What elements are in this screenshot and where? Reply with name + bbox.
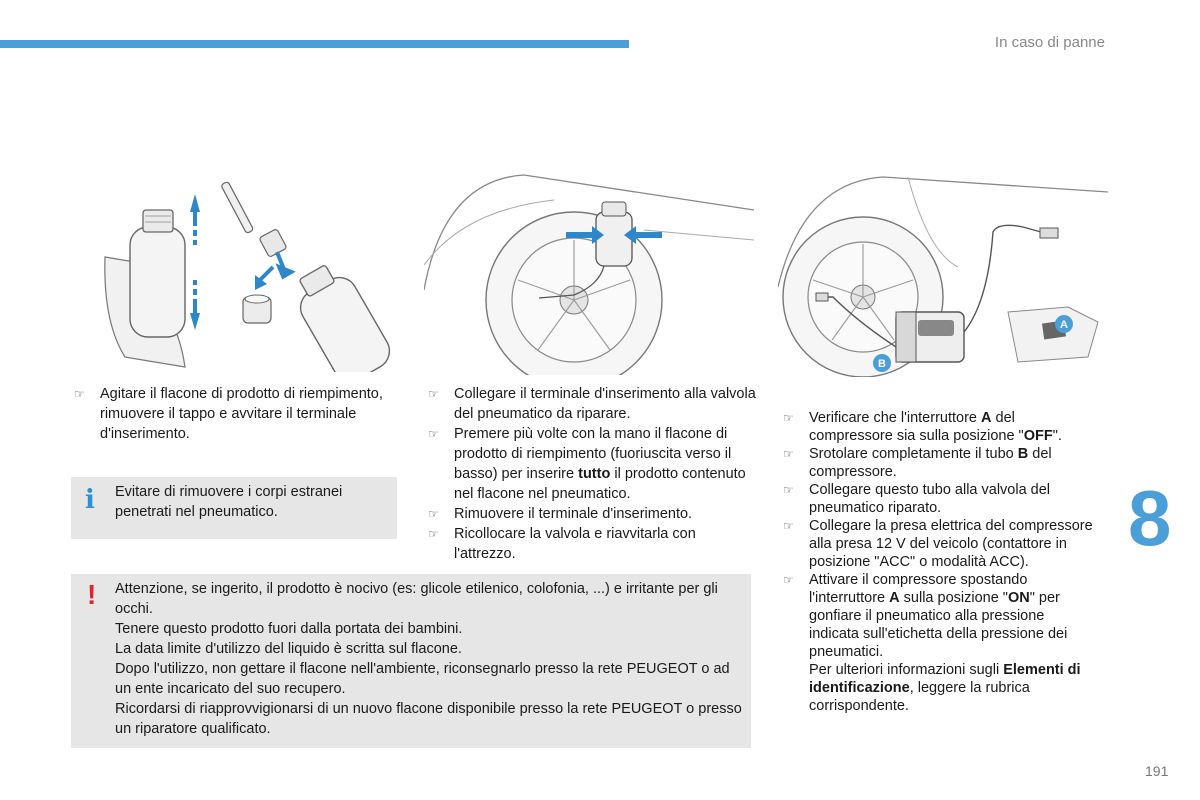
list-item [781,481,1096,517]
column1-steps [72,384,394,444]
hand-pointer-icon: ☞ [783,411,794,425]
hand-pointer-icon: ☞ [428,387,439,401]
info-icon: i [85,485,95,515]
step-text: Verificare che l'interruttore [809,410,982,426]
list-item [426,424,756,504]
step-text: " per gonfiare il pneumatico alla pressione indicata sull'etichetta della pressione dei pneumatici. [809,590,1068,660]
step-text: Attivare il compressore spostando l'interruttore [809,572,1028,606]
list-item [781,517,1096,571]
section-title: In caso di panne [994,34,1105,51]
bottle-illustration [95,172,395,372]
step-text: Rimuovere il terminale d'inserimento. [454,506,693,522]
warning-line: Ricordarsi di riapprovvigionarsi di un nuovo flacone disponibile presso la rete PEUGEOT o presso un riparatore qualificato. [115,701,742,737]
list-item [781,571,1096,715]
list-item [426,524,756,564]
hand-pointer-icon: ☞ [428,427,439,441]
step-text: Collegare la presa elettrica del compressore alla presa 12 V del veicolo (contattore in posizione "ACC" o modalità ACC). [809,518,1093,570]
hand-pointer-icon: ☞ [783,519,794,533]
step-text-bold: A [981,410,992,426]
label-b: B [878,358,886,370]
step-text: ". [1052,428,1062,444]
hand-pointer-icon: ☞ [783,447,794,461]
list-item [426,384,756,424]
chapter-number: 8 [1128,474,1172,562]
hand-pointer-icon: ☞ [783,573,794,587]
step-text-bold: OFF [1023,428,1053,444]
hand-pointer-icon: ☞ [783,483,794,497]
step-text: Srotolare completamente il tubo [809,446,1018,462]
step-text-bold: ON [1007,590,1030,606]
warning-line: Attenzione, se ingerito, il prodotto è nocivo (es: glicole etilenico, colofonia, ...) e irritante per gli occhi. [115,581,718,617]
step-text: Premere più volte con la mano il flacone di prodotto di riempimento (fuoriuscita verso il basso) per inserire [454,426,732,482]
step-text: Ricollocare la valvola e riavvitarla con l'attrezzo. [454,526,696,562]
warning-note [71,574,751,748]
page-number: 191 [1145,763,1169,779]
warning-note-text [115,579,745,739]
column2-steps [426,384,756,564]
step-text: il prodotto contenuto nel flacone nel pneumatico. [454,466,746,502]
compressor-illustration [778,172,1108,377]
hand-pointer-icon: ☞ [428,527,439,541]
step-text: , leggere la rubrica corrispondente. [809,680,1030,714]
step-text: Collegare il terminale d'inserimento alla valvola del pneumatico da riparare. [454,386,756,422]
warning-line: La data limite d'utilizzo del liquido è scritta sul flacone. [115,641,462,657]
warning-icon: ! [87,579,97,610]
step-text: del compressore sia sulla posizione " [809,410,1024,444]
list-item [426,504,756,524]
warning-line: Tenere questo prodotto fuori dalla portata dei bambini. [115,621,463,637]
list-item [72,384,394,444]
step-text-bold: A [889,590,900,606]
list-item [781,409,1096,445]
hand-pointer-icon: ☞ [428,507,439,521]
step-text-bold: B [1017,446,1029,462]
step-text: sulla posizione " [899,590,1008,606]
list-item [781,445,1096,481]
warning-line: Dopo l'utilizzo, non gettare il flacone nell'ambiente, riconsegnarlo presso la rete PEUGEOT o ad un ente incaricato del suo recupero. [115,661,730,697]
step-text: Per ulteriori informazioni sugli [809,662,1004,678]
wheel-valve-illustration [424,170,754,375]
step-text: Collegare questo tubo alla valvola del pneumatico riparato. [809,482,1051,516]
info-note [71,477,397,539]
header-accent-bar [0,40,629,48]
step-text: del compressore. [809,446,1052,480]
step-text-bold: Elementi di identificazione [809,662,1081,696]
column3-steps [781,409,1096,715]
label-a: A [1060,319,1068,331]
step-text: Agitare il flacone di prodotto di riempimento, rimuovere il tappo e avvitare il terminale d'inserimento. [100,386,383,442]
info-note-text: Evitare di rimuovere i corpi estranei penetrati nel pneumatico. [115,484,343,520]
step-text-bold: tutto [578,466,611,482]
hand-pointer-icon: ☞ [74,387,85,401]
